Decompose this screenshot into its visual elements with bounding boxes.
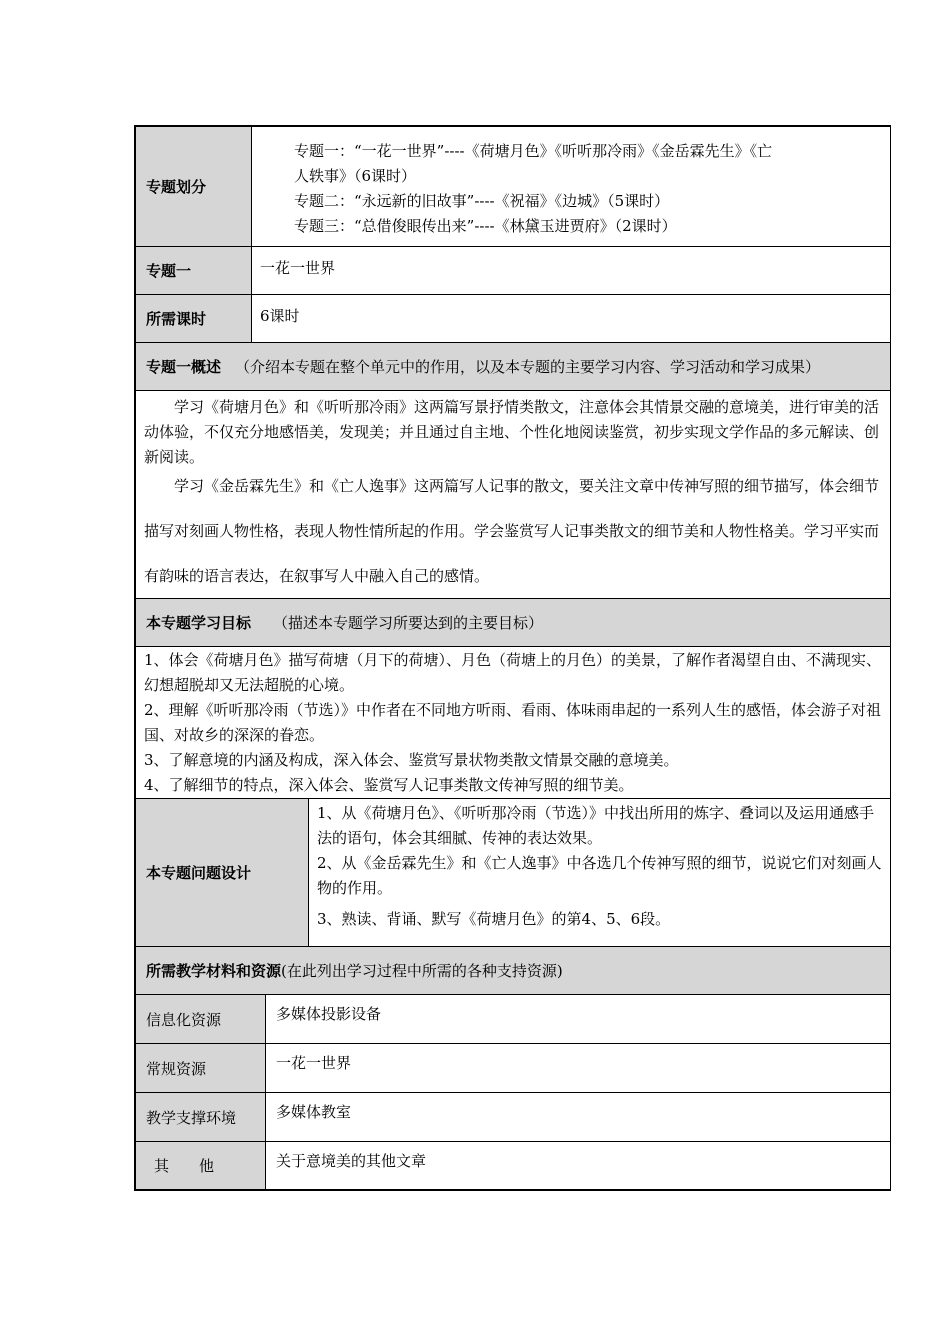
resource-value: 多媒体投影设备	[265, 995, 890, 1043]
division-line-4: 专题三：“总借俊眼传出来”----《林黛玉进贾府》（2课时）	[294, 217, 677, 235]
resource-label: 常规资源	[136, 1044, 265, 1092]
question-item: 1、从《荷塘月色》、《听听那冷雨（节选）》中找出所用的炼字、叠词以及运用通感手法的语句，体会其细腻、传神的表达效果。	[317, 804, 875, 847]
overview-label: 专题一概述	[146, 358, 222, 376]
resource-label: 其 他	[136, 1142, 265, 1189]
overview-body	[136, 391, 890, 598]
question-item: 3、熟读、背诵、默写《荷塘月色》的第4、5、6段。	[317, 910, 671, 928]
questions-label: 本专题问题设计	[136, 799, 308, 946]
goal-item: 1、体会《荷塘月色》描写荷塘（月下的荷塘）、月色（荷塘上的月色）的美景，了解作者渴望自由、不满现实、幻想超脱却又无法超脱的心境。	[144, 651, 882, 694]
topic-row	[134, 247, 891, 295]
resource-value: 一花一世界	[265, 1044, 890, 1092]
goals-note: （描述本专题学习所要达到的主要目标）	[273, 614, 544, 632]
goal-item: 4、了解细节的特点，深入体会、鉴赏写人记事类散文传神写照的细节美。	[144, 776, 634, 794]
resources-note: (在此列出学习过程中所需的各种支持资源)	[281, 962, 563, 980]
division-line-3: 专题二：“永远新的旧故事”----《祝福》《边城》（5课时）	[294, 192, 670, 210]
goal-item: 3、了解意境的内涵及构成，深入体会、鉴赏写景状物类散文情景交融的意境美。	[144, 751, 679, 769]
division-content	[251, 127, 890, 246]
hours-label: 所需课时	[136, 295, 251, 342]
overview-paragraph-1: 学习《荷塘月色》和《听听那冷雨》这两篇写景抒情类散文，注意体会其情景交融的意境美，进行审美的活动体验，不仅充分地感悟美，发现美；并且通过自主地、个性化地阅读鉴赏，初步实现文学作品的多元解读、创新阅读。	[144, 398, 880, 466]
lesson-plan-table	[134, 125, 891, 1191]
resource-label: 教学支撑环境	[136, 1093, 265, 1141]
goal-item: 2、理解《听听那冷雨（节选）》中作者在不同地方听雨、看雨、体味雨串起的一系列人生的感悟，体会游子对祖国、对故乡的深深的眷恋。	[144, 701, 882, 744]
goals-list	[136, 647, 890, 798]
resources-header-row	[134, 947, 891, 995]
overview-header	[136, 343, 890, 390]
resource-row	[134, 1142, 891, 1191]
goals-header	[136, 599, 890, 646]
overview-body-row	[134, 391, 891, 599]
questions-list	[308, 799, 890, 946]
division-row	[134, 125, 891, 247]
topic-label: 专题一	[136, 247, 251, 294]
division-label: 专题划分	[136, 127, 251, 246]
topic-value: 一花一世界	[251, 247, 890, 294]
questions-row	[134, 799, 891, 947]
resource-row	[134, 1093, 891, 1142]
question-item: 2、从《金岳霖先生》和《亡人逸事》中各选几个传神写照的细节，说说它们对刻画人物的作用。	[317, 854, 882, 897]
resource-row	[134, 995, 891, 1044]
goals-header-row	[134, 599, 891, 647]
resources-label: 所需教学材料和资源	[146, 962, 282, 980]
resource-row	[134, 1044, 891, 1093]
division-line-2: 人轶事》（6课时）	[294, 167, 417, 185]
hours-value: 6课时	[251, 295, 890, 342]
resource-value: 关于意境美的其他文章	[265, 1142, 890, 1189]
resource-label: 信息化资源	[136, 995, 265, 1043]
overview-paragraph-2: 学习《金岳霖先生》和《亡人逸事》这两篇写人记事的散文，要关注文章中传神写照的细节描写，体会细节描写对刻画人物性格，表现人物性情所起的作用。学会鉴赏写人记事类散文的细节美和人物性格美。学习平实而有韵味的语言表达，在叙事写人中融入自己的感情。	[144, 477, 880, 585]
overview-header-row	[134, 343, 891, 391]
resources-header	[136, 947, 890, 994]
overview-note: （介绍本专题在整个单元中的作用，以及本专题的主要学习内容、学习活动和学习成果）	[235, 358, 821, 376]
goals-label: 本专题学习目标	[146, 614, 252, 632]
hours-row	[134, 295, 891, 343]
goals-body-row	[134, 647, 891, 799]
division-line-1: 专题一：“一花一世界”----《荷塘月色》《听听那冷雨》《金岳霖先生》《亡	[294, 142, 773, 160]
resource-value: 多媒体教室	[265, 1093, 890, 1141]
